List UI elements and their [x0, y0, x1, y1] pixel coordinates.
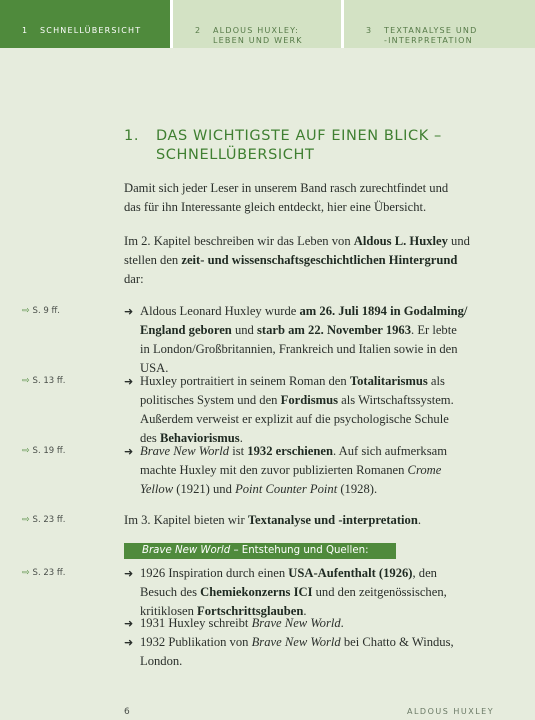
tab-textanalyse[interactable]: [344, 0, 535, 48]
arrow-outline-right-icon: ⇨: [22, 515, 30, 525]
page-number: 6: [124, 707, 130, 717]
tab-number: 3: [366, 26, 373, 35]
tab-label: SCHNELLÜBERSICHT: [40, 26, 142, 35]
tab-schnelluebersicht[interactable]: [0, 0, 173, 48]
arrow-right-icon: ➜: [124, 617, 134, 630]
page-reference[interactable]: ⇨ S. 9 ff.: [22, 306, 61, 316]
tab-number: 2: [195, 26, 202, 35]
arrow-right-icon: ➜: [124, 567, 134, 580]
arrow-outline-right-icon: ⇨: [22, 568, 30, 578]
list-item: ➜ Brave New World ist 1932 erschienen. Auf sich aufmerksam machte Huxley mit den zuvor publizierten Romanen Crome Yellow (1921) und Point Counter Point (1928).: [124, 444, 448, 496]
page-title: [124, 127, 504, 165]
page-reference[interactable]: ⇨ S. 13 ff.: [22, 376, 66, 386]
arrow-outline-right-icon: ⇨: [22, 306, 30, 316]
arrow-right-icon: ➜: [124, 636, 134, 649]
page-reference[interactable]: ⇨ S. 19 ff.: [22, 446, 66, 456]
page-reference[interactable]: ⇨ S. 23 ff.: [22, 568, 66, 578]
list-item: ➜ Huxley portraitiert in seinem Roman den Totalitarismus als politisches System und den Fordismus als Wirtschaftssystem. Außerdem verweist er explizit auf die psychologische Schule des Behaviorismus.: [124, 374, 454, 445]
arrow-outline-right-icon: ⇨: [22, 446, 30, 456]
tab-label: TEXTANALYSE UND -INTERPRETATION: [384, 26, 478, 45]
list-item: ➜ 1926 Inspiration durch einen USA-Aufenthalt (1926), den Besuch des Chemiekonzerns ICI und den zeitgenössischen, kritiklosen Fortschrittsglauben.: [124, 566, 447, 618]
heading-line-1: DAS WICHTIGSTE AUF EINEN BLICK –: [156, 128, 442, 144]
arrow-right-icon: ➜: [124, 375, 134, 388]
section-header-bar: Brave New World – Entstehung und Quellen:: [124, 543, 396, 559]
list-item: ➜ Aldous Leonard Huxley wurde am 26. Juli 1894 in Godalming/ England geboren und starb am 22. November 1963. Er lebte in London/Großbritannien, Frankreich und Italien sowie in den USA.: [124, 304, 468, 375]
tab-number: 1: [22, 26, 29, 35]
arrow-right-icon: ➜: [124, 445, 134, 458]
arrow-right-icon: ➜: [124, 305, 134, 318]
chapter-nav: [0, 0, 535, 48]
tab-label: ALDOUS HUXLEY: LEBEN UND WERK: [213, 26, 303, 45]
page-reference[interactable]: ⇨ S. 23 ff.: [22, 515, 66, 525]
chapter-3-paragraph: Im 3. Kapitel bieten wir Textanalyse und -interpretation.: [124, 513, 421, 527]
tab-leben-und-werk[interactable]: [173, 0, 344, 48]
list-item: ➜ 1931 Huxley schreibt Brave New World.: [124, 614, 494, 633]
chapter-2-paragraph: Im 2. Kapitel beschreiben wir das Leben von Aldous L. Huxley und stellen den zeit- und wissenschaftsgeschichtlichen Hintergrund dar:: [124, 234, 470, 286]
list-item: ➜ 1932 Publikation von Brave New World bei Chatto & Windus, London.: [124, 635, 454, 668]
heading-number: 1.: [124, 128, 140, 144]
arrow-outline-right-icon: ⇨: [22, 376, 30, 386]
running-header: ALDOUS HUXLEY: [407, 707, 495, 716]
intro-paragraph: Damit sich jeder Leser in unserem Band rasch zurechtfindet und das für ihn Interessante gleich entdeckt, hier eine Übersicht.: [124, 181, 449, 214]
heading-line-2: SCHNELLÜBERSICHT: [156, 147, 315, 163]
